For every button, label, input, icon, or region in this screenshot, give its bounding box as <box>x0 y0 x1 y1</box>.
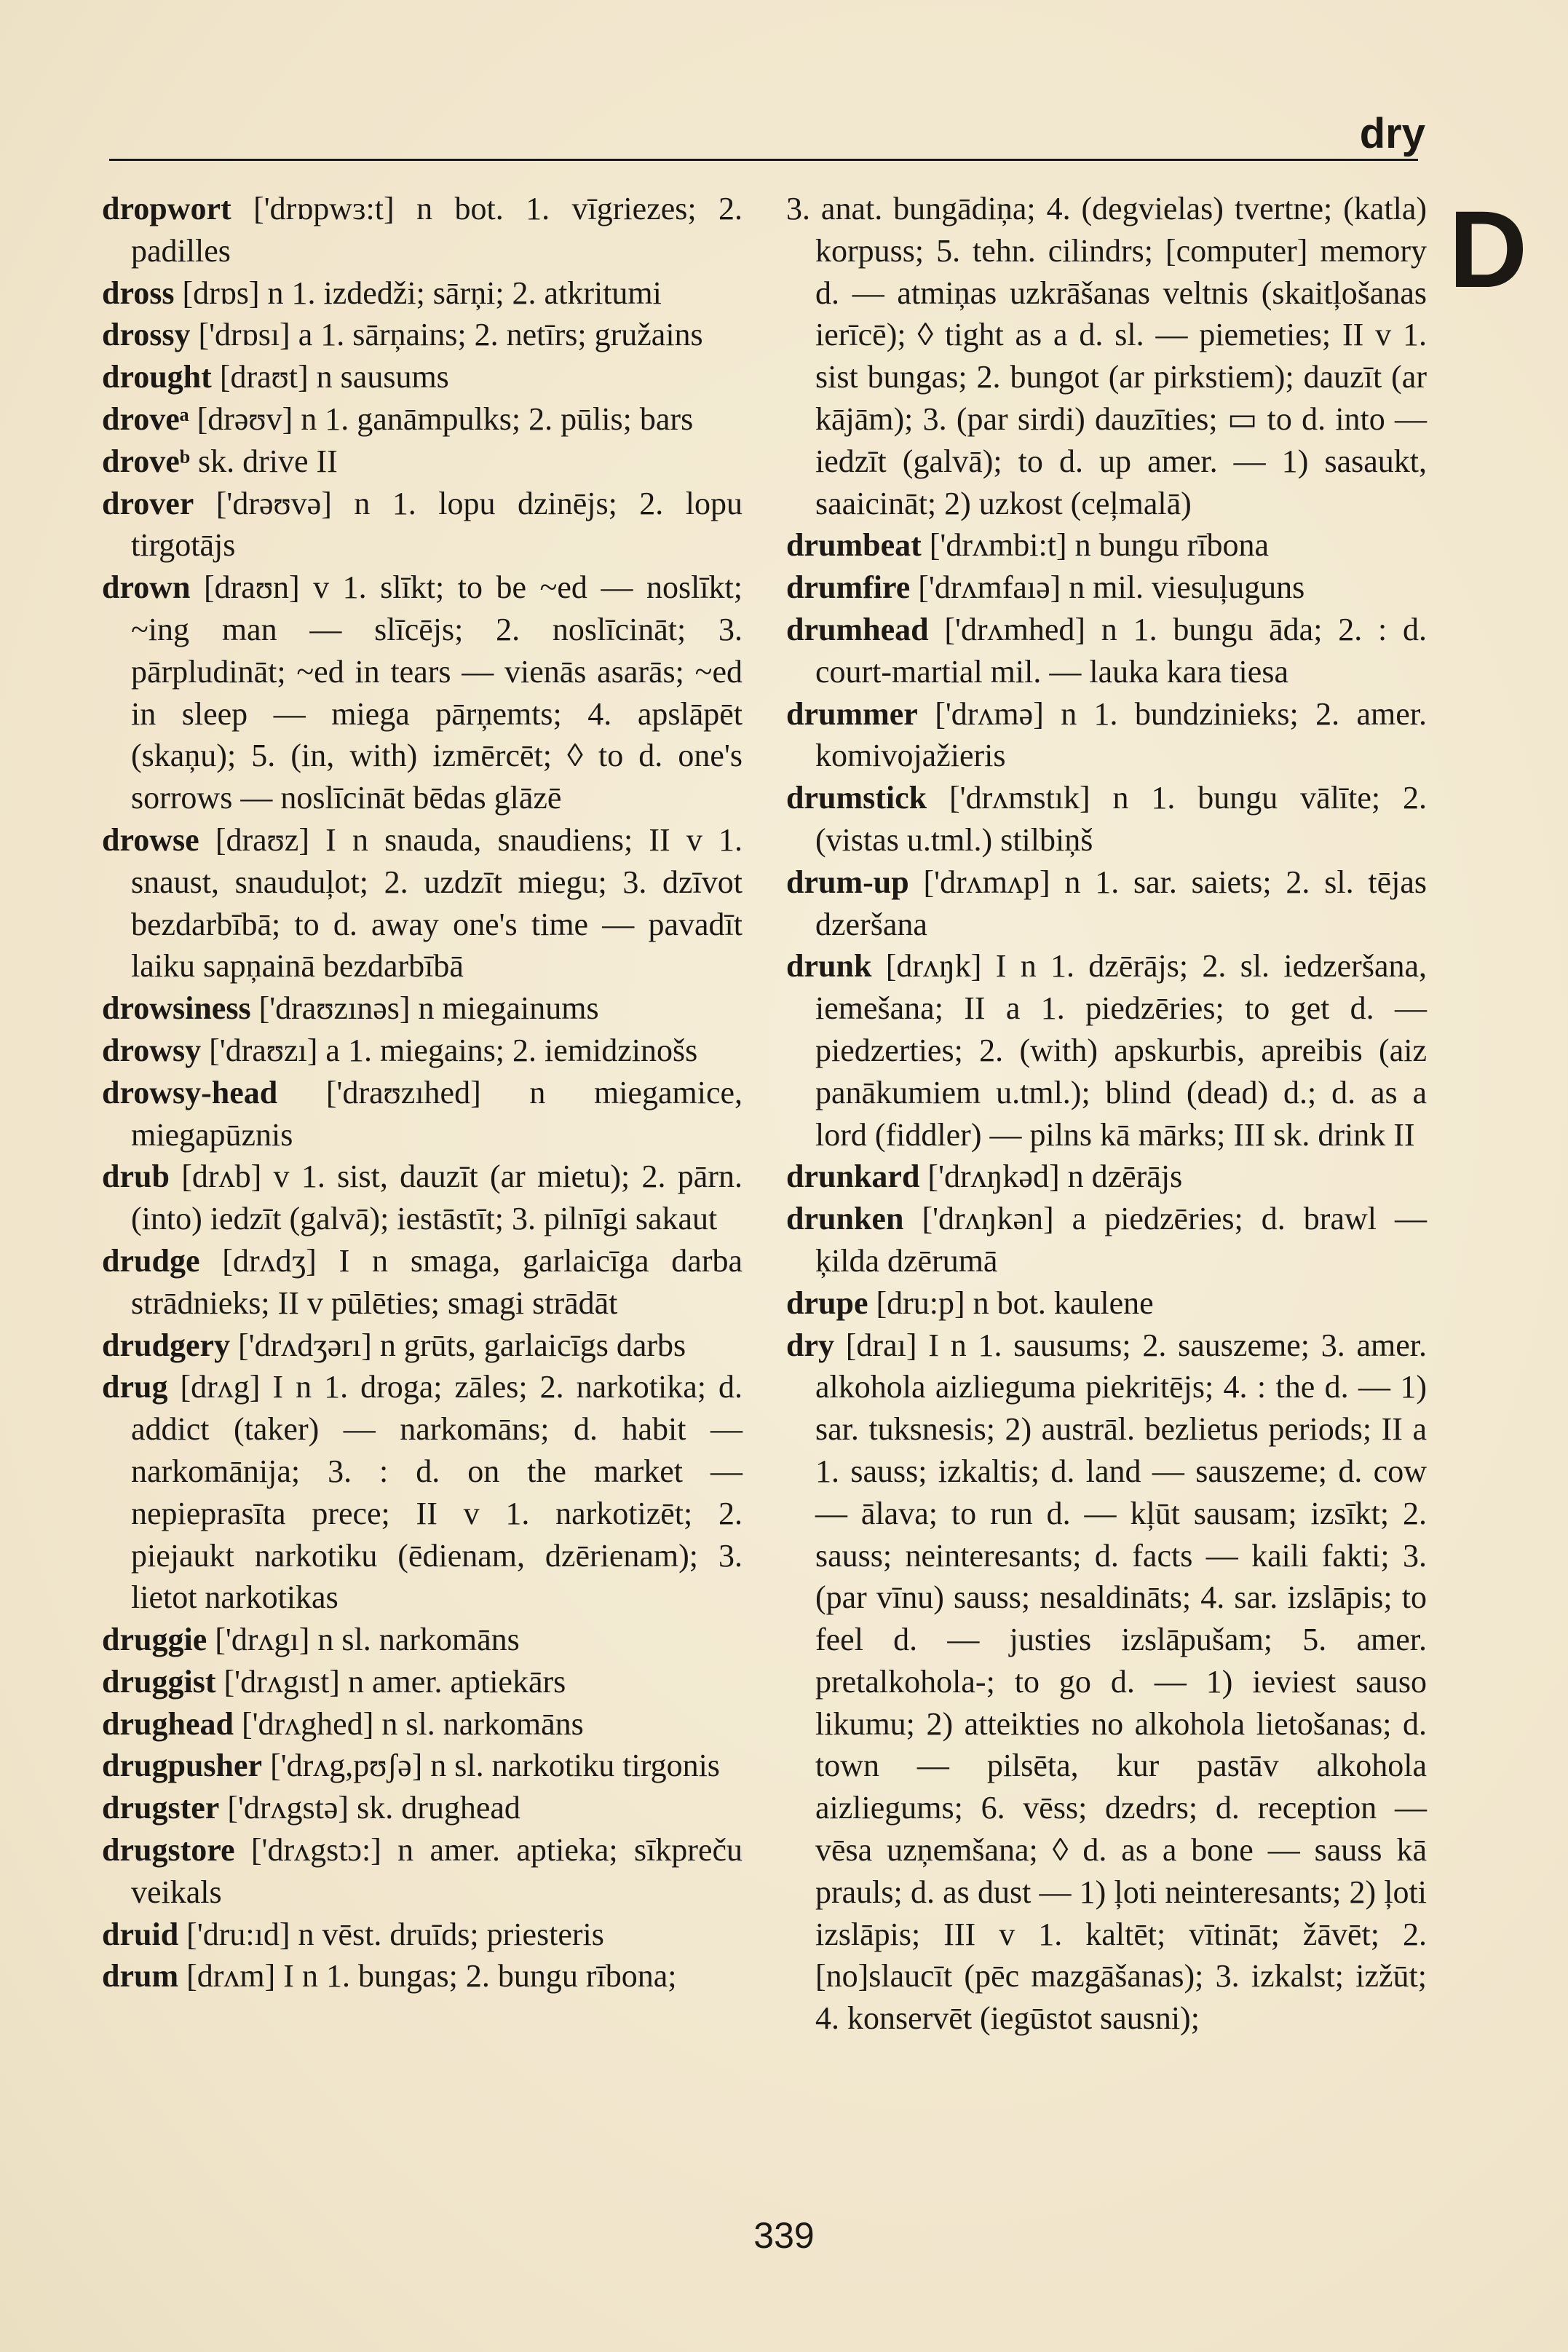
headword: drumhead <box>786 611 929 647</box>
headword: drowsy-head <box>102 1074 278 1110</box>
entry-definition: ['drʌgı] n sl. narkomāns <box>215 1622 520 1658</box>
headword: droveᵇ <box>102 443 190 479</box>
entry-definition: [drʌm] I n 1. bungas; 2. bungu rībona; <box>186 1958 677 1994</box>
dictionary-entry <box>102 1745 743 1787</box>
entry-definition: ['drʌŋkəd] n dzērājs <box>927 1159 1183 1195</box>
dictionary-entry <box>102 1914 743 1956</box>
entry-definition: ['drʌdʒərı] n grūts, garlaicīgs darbs <box>238 1327 686 1363</box>
entry-definition: ['drʌmhed] n 1. bungu āda; 2. : d. court-martial mil. — lauka kara tiesa <box>815 611 1427 690</box>
headword: drought <box>102 359 212 395</box>
dictionary-entry <box>102 1156 743 1240</box>
dictionary-entry <box>786 1282 1427 1325</box>
headword: drossy <box>102 317 191 353</box>
dictionary-entry <box>102 1240 743 1325</box>
entry-definition: ['drʌmfaıə] n mil. viesuļuguns <box>918 569 1305 606</box>
headword: dry <box>786 1327 834 1363</box>
dictionary-entry <box>102 1661 743 1703</box>
dictionary-entry <box>786 609 1427 693</box>
headword: drunken <box>786 1201 904 1237</box>
thumb-index-letter: D <box>1449 188 1528 310</box>
headword: drumfire <box>786 569 911 606</box>
dictionary-entry <box>786 1156 1427 1198</box>
entry-definition: [drʌb] v 1. sist, dauzīt (ar mietu); 2. pārn. (into) iedzīt (galvā); iestāstīt; 3. pilnīgi sakaut <box>131 1159 743 1237</box>
entry-definition: ['drʌmbi:t] n bungu rībona <box>929 527 1269 564</box>
headword: drowse <box>102 821 199 858</box>
dictionary-entry <box>102 356 743 398</box>
entry-definition: [drəʊv] n 1. ganāmpulks; 2. pūlis; bars <box>197 400 694 437</box>
left-column <box>102 188 743 1997</box>
entry-definition: ['draʊzıhed] n miegamice, miegapūznis <box>131 1074 743 1153</box>
headword: drug <box>102 1369 168 1405</box>
entry-definition: ['draʊzınəs] n miegainums <box>258 990 599 1027</box>
dictionary-entry <box>786 777 1427 861</box>
headword: drum-up <box>786 864 909 900</box>
headword: drover <box>102 485 194 521</box>
entry-definition: ['dru:ıd] n vēst. druīds; priesteris <box>186 1916 604 1952</box>
dictionary-entry <box>786 945 1427 1156</box>
entry-definition: [dru:p] n bot. kaulene <box>876 1284 1154 1321</box>
right-column <box>786 188 1427 2040</box>
entry-definition: ['drɒsı] a 1. sārņains; 2. netīrs; gružains <box>198 317 703 353</box>
page-number: 339 <box>753 2215 815 2256</box>
dictionary-entry <box>786 524 1427 567</box>
headword: drugster <box>102 1790 220 1826</box>
dictionary-entry <box>102 188 743 272</box>
dictionary-entry <box>102 272 743 315</box>
entry-definition: ['drʌŋkən] a piedzēries; d. brawl — ķilda dzērumā <box>815 1201 1427 1279</box>
dictionary-entry <box>786 693 1427 778</box>
dictionary-entry <box>102 987 743 1030</box>
headword: druid <box>102 1916 179 1952</box>
headword: druggie <box>102 1622 207 1658</box>
headword: drum <box>102 1958 179 1994</box>
entry-definition: ['drʌmʌp] n 1. sar. saiets; 2. sl. tējas dzeršana <box>815 864 1427 942</box>
headword: drowsiness <box>102 990 251 1027</box>
dictionary-entry <box>102 483 743 567</box>
headword: dross <box>102 275 175 311</box>
headword: drupe <box>786 1284 868 1321</box>
headword: drudgery <box>102 1327 230 1363</box>
headword: drowsy <box>102 1032 202 1068</box>
dictionary-entry <box>786 861 1427 946</box>
dictionary-entry <box>102 1030 743 1072</box>
headword: drumbeat <box>786 527 922 564</box>
entry-definition: ['drʌg,pʊʃə] n sl. narkotiku tirgonis <box>270 1748 720 1784</box>
entry-definition: ['draʊzı] a 1. miegains; 2. iemidzinošs <box>209 1032 698 1068</box>
headword: drudge <box>102 1242 200 1279</box>
dictionary-entry <box>102 1072 743 1156</box>
entry-definition: ['drʌgstɔ:] n amer. aptieka; sīkpreču veikals <box>131 1832 743 1910</box>
dictionary-entry <box>786 1325 1427 2040</box>
dictionary-entry <box>102 1325 743 1367</box>
headword: drumstick <box>786 780 927 816</box>
entry-definition: ['drʌgstə] sk. drughead <box>227 1790 520 1826</box>
entry-definition: ['drəʊvə] n 1. lopu dzinējs; 2. lopu tirgotājs <box>131 485 743 564</box>
dictionary-entry <box>102 314 743 356</box>
entry-definition: [draʊn] v 1. slīkt; to be ~ed — noslīkt; ~ing man — slīcējs; 2. noslīcināt; 3. pārpludināt; ~ed in tears — vienās asarās; ~ed in sleep — miega pārņemts; 4. apslāpēt (skaņu); 5. (in, with) izmērcēt; ◊ to d. one's sorrows — noslīcināt bēdas glāzē <box>131 569 743 816</box>
entry-definition: [drʌdʒ] I n smaga, garlaicīga darba strādnieks; II v pūlēties; smagi strādāt <box>131 1242 743 1321</box>
headword: drugpusher <box>102 1748 263 1784</box>
headword: dropwort <box>102 191 231 226</box>
dictionary-entry <box>786 1198 1427 1282</box>
entry-definition: sk. drive II <box>198 443 338 479</box>
headword: drummer <box>786 695 918 732</box>
dictionary-entry <box>786 188 1427 524</box>
entry-definition: [drʌŋk] I n 1. dzērājs; 2. sl. iedzeršana, iemešana; II a 1. piedzēries; to get d. — piedzerties; 2. (with) apskurbis, apreibis (aiz panākumiem u.tml.); blind (dead) d.; d. as a lord (fiddler) — pilns kā mārks; III sk. drink II <box>815 948 1428 1153</box>
entry-definition: ['drʌgıst] n amer. aptiekārs <box>223 1663 566 1700</box>
entry-definition: 3. anat. bungādiņa; 4. (degvielas) tvertne; (katla) korpuss; 5. tehn. cilindrs; [computer] memory d. — atmiņas uzkrāšanas veltnis (skaitļošanas ierīcē); ◊ tight as a d. sl. — piemeties; II v 1. sist bungas; 2. bungot (ar pirkstiem); dauzīt (ar kājām); 3. (par sirdi) dauzīties; ▭ to d. into — iedzīt (galvā); to d. up amer. — 1) sasaukt, saaicināt; 2) uzkost (ceļmalā) <box>786 191 1427 521</box>
entry-definition: [draı] I n 1. sausums; 2. sauszeme; 3. amer. alkohola aizlieguma piekritējs; 4. : the d. — 1) sar. tuksnesis; 2) austrāl. bezlietus periods; II a 1. sauss; izkaltis; d. land — sauszeme; d. cow — ālava; to run d. — kļūt sausam; izsīkt; 2. sauss; neinteresants; d. facts — kaili fakti; 3. (par vīnu) sauss; nesaldināts; 4. sar. izslāpis; to feel d. — justies izslāpušam; 5. amer. pretalkohola-; to go d. — 1) ieviest sauso likumu; 2) atteikties no alkohola lietošanas; d. town — pilsēta, kur pastāv alkohola aizliegums; 6. vēss; dzedrs; d. reception — vēsa uzņemšana; ◊ d. as a bone — sauss kā prauls; d. as dust — 1) ļoti neinteresants; 2) ļoti izslāpis; III v 1. kaltēt; vītināt; žāvēt; 2. [no]slaucīt (pēc mazgāšanas); 3. izkalst; izžūt; 4. konservēt (iegūstot sausni); <box>815 1327 1428 2037</box>
dictionary-entry <box>102 398 743 441</box>
headword: drugstore <box>102 1832 235 1868</box>
header-rule <box>109 159 1418 161</box>
dictionary-entry <box>786 567 1427 609</box>
headword: drunk <box>786 948 872 984</box>
headword: drunkard <box>786 1159 920 1195</box>
entry-definition: [draʊt] n sausums <box>219 359 449 395</box>
dictionary-entry <box>102 1703 743 1745</box>
headword: drughead <box>102 1705 234 1742</box>
entry-definition: ['drʌmstık] n 1. bungu vālīte; 2. (vistas u.tml.) stilbiņš <box>815 780 1428 858</box>
running-head: dry <box>1359 110 1425 157</box>
entry-definition: ['drʌghed] n sl. narkomāns <box>241 1705 584 1742</box>
dictionary-entry <box>102 567 743 819</box>
headword: druggist <box>102 1663 216 1700</box>
dictionary-entry <box>102 1829 743 1914</box>
entry-definition: ['drɒpwɜ:t] n bot. 1. vīgriezes; 2. padilles <box>131 191 743 269</box>
headword: droveᵃ <box>102 400 189 437</box>
dictionary-entry <box>102 1955 743 1997</box>
entry-definition: ['drʌmə] n 1. bundzinieks; 2. amer. komivojažieris <box>815 695 1427 774</box>
dictionary-entry <box>102 441 743 483</box>
headword: drub <box>102 1159 170 1195</box>
dictionary-entry <box>102 1366 743 1619</box>
entry-definition: [drɒs] n 1. izdedži; sārņi; 2. atkritumi <box>182 275 662 311</box>
dictionary-entry <box>102 1787 743 1829</box>
headword: drown <box>102 569 191 606</box>
entry-definition: [draʊz] I n snauda, snaudiens; II v 1. snaust, snauduļot; 2. uzdzīt miegu; 3. dzīvot bezdarbībā; to d. away one's time — pavadīt laiku sapņainā bezdarbībā <box>131 821 743 984</box>
dictionary-entry <box>102 1619 743 1661</box>
dictionary-entry <box>102 819 743 987</box>
entry-definition: [drʌg] I n 1. droga; zāles; 2. narkotika; d. addict (taker) — narkomāns; d. habit — narkomānija; 3. : d. on the market — nepieprasīta prece; II v 1. narkotizēt; 2. piejaukt narkotiku (ēdienam, dzērienam); 3. lietot narkotikas <box>131 1369 743 1616</box>
